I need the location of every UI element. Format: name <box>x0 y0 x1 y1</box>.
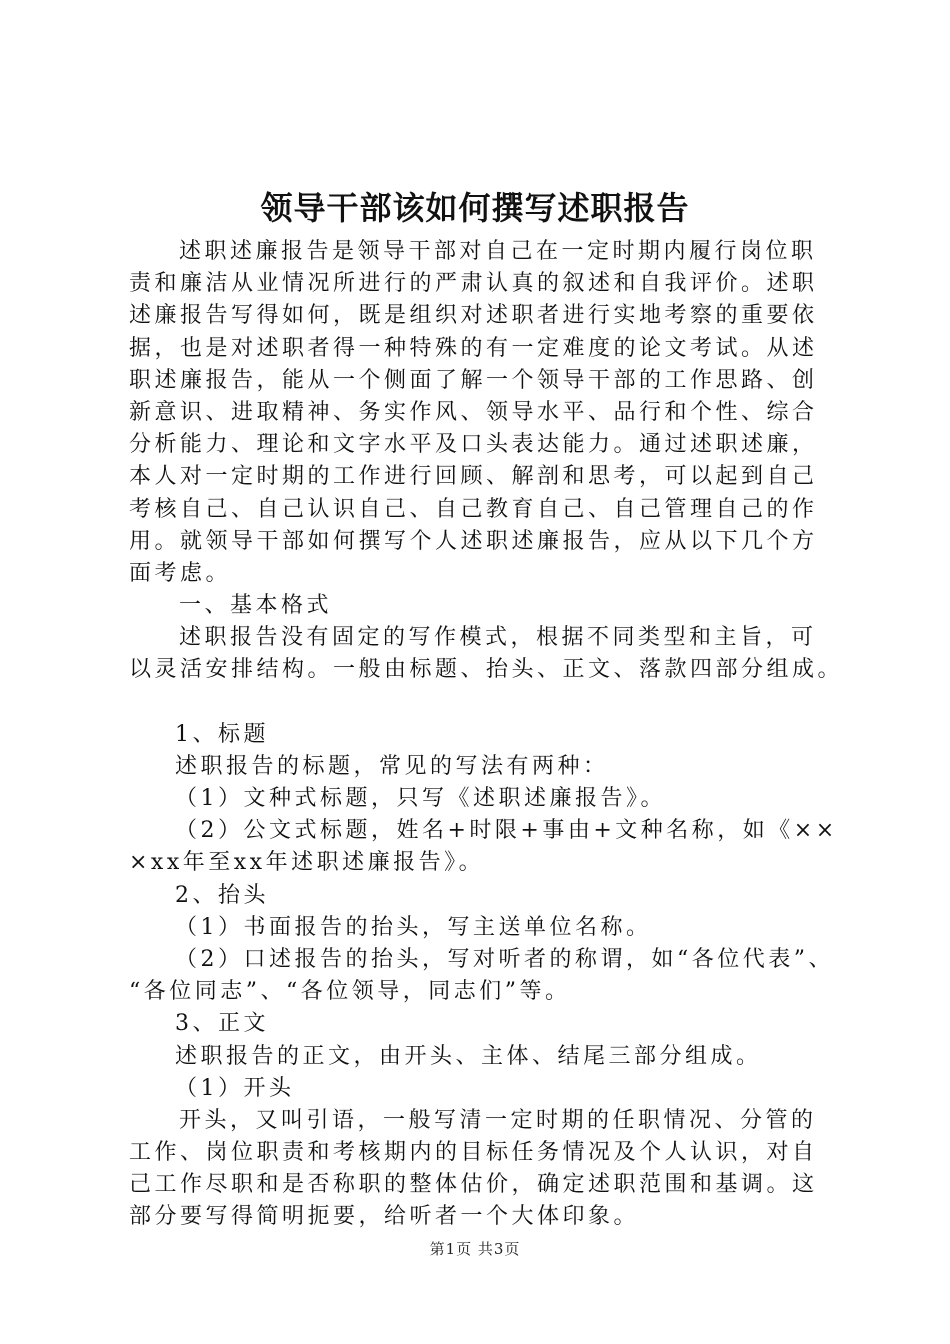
paragraph-line: “各位同志”、“各位领导，同志们”等。 <box>129 979 571 1005</box>
document-body <box>129 236 859 1234</box>
paragraph-line: 考核自己、自己认识自己、自己教育自己、自己管理自己的作 <box>129 496 818 522</box>
subsection-heading: 1、标题 <box>175 721 269 747</box>
paragraph-line: 面考虑。 <box>129 560 232 586</box>
list-item: （2）口述报告的抬头，写对听者的称谓，如“各位代表”、 <box>175 946 834 972</box>
paragraph-line: 述职述廉报告是领导干部对自己在一定时期内履行岗位职 <box>179 239 817 264</box>
paragraph-line: 分析能力、理论和文字水平及口头表达能力。通过述职述廉， <box>129 432 818 458</box>
paragraph-line: 以灵活安排结构。一般由标题、抬头、正文、落款四部分组成。 <box>129 657 844 683</box>
subsection-heading: 3、正文 <box>175 1011 269 1037</box>
list-item: （1）开头 <box>175 1075 295 1101</box>
paragraph-line: 职述廉报告，能从一个侧面了解一个领导干部的工作思路、创 <box>129 367 818 393</box>
paragraph-line: 述职报告没有固定的写作模式，根据不同类型和主旨，可 <box>179 625 817 651</box>
paragraph-line: 述职报告的标题，常见的写法有两种： <box>175 753 609 779</box>
paragraph-line: 开头，又叫引语，一般写清一定时期的任职情况、分管的 <box>179 1107 817 1133</box>
paragraph-line: 据，也是对述职者得一种特殊的有一定难度的论文考试。从述 <box>129 335 818 361</box>
paragraph-line: 工作、岗位职责和考核期内的目标任务情况及个人认识，对自 <box>129 1140 818 1166</box>
list-item: （1）文种式标题，只写《述职述廉报告》。 <box>175 786 666 811</box>
blank-line <box>129 687 859 719</box>
page-number-footer: 第1页 共3页 <box>429 1240 521 1258</box>
paragraph-line: 部分要写得简明扼要，给听者一个大体印象。 <box>129 1204 640 1230</box>
paragraph-line: 新意识、进取精神、务实作风、领导水平、品行和个性、综合 <box>129 399 818 425</box>
paragraph-line: 责和廉洁从业情况所进行的严肃认真的叙述和自我评价。述职 <box>129 271 818 297</box>
paragraph-line: 用。就领导干部如何撰写个人述职述廉报告，应从以下几个方 <box>129 528 818 554</box>
paragraph-line: 本人对一定时期的工作进行回顾、解剖和思考，可以起到自己 <box>129 464 818 490</box>
paragraph-line: ×xx年至xx年述职述廉报告》。 <box>129 850 485 876</box>
subsection-heading: 2、抬头 <box>175 882 269 908</box>
paragraph-line: 述职报告的正文，由开头、主体、结尾三部分组成。 <box>175 1043 762 1069</box>
section-heading: 一、基本格式 <box>179 593 333 619</box>
paragraph-line: 己工作尽职和是否称职的整体估价，确定述职范围和基调。这 <box>129 1172 818 1198</box>
list-item: （2）公文式标题，姓名+时限+事由+文种名称，如《×× <box>175 818 838 844</box>
list-item: （1）书面报告的抬头，写主送单位名称。 <box>175 914 652 940</box>
document-title: 领导干部该如何撰写述职报告 <box>260 189 690 227</box>
paragraph-line: 述廉报告写得如何，既是组织对述职者进行实地考察的重要依 <box>129 303 818 329</box>
